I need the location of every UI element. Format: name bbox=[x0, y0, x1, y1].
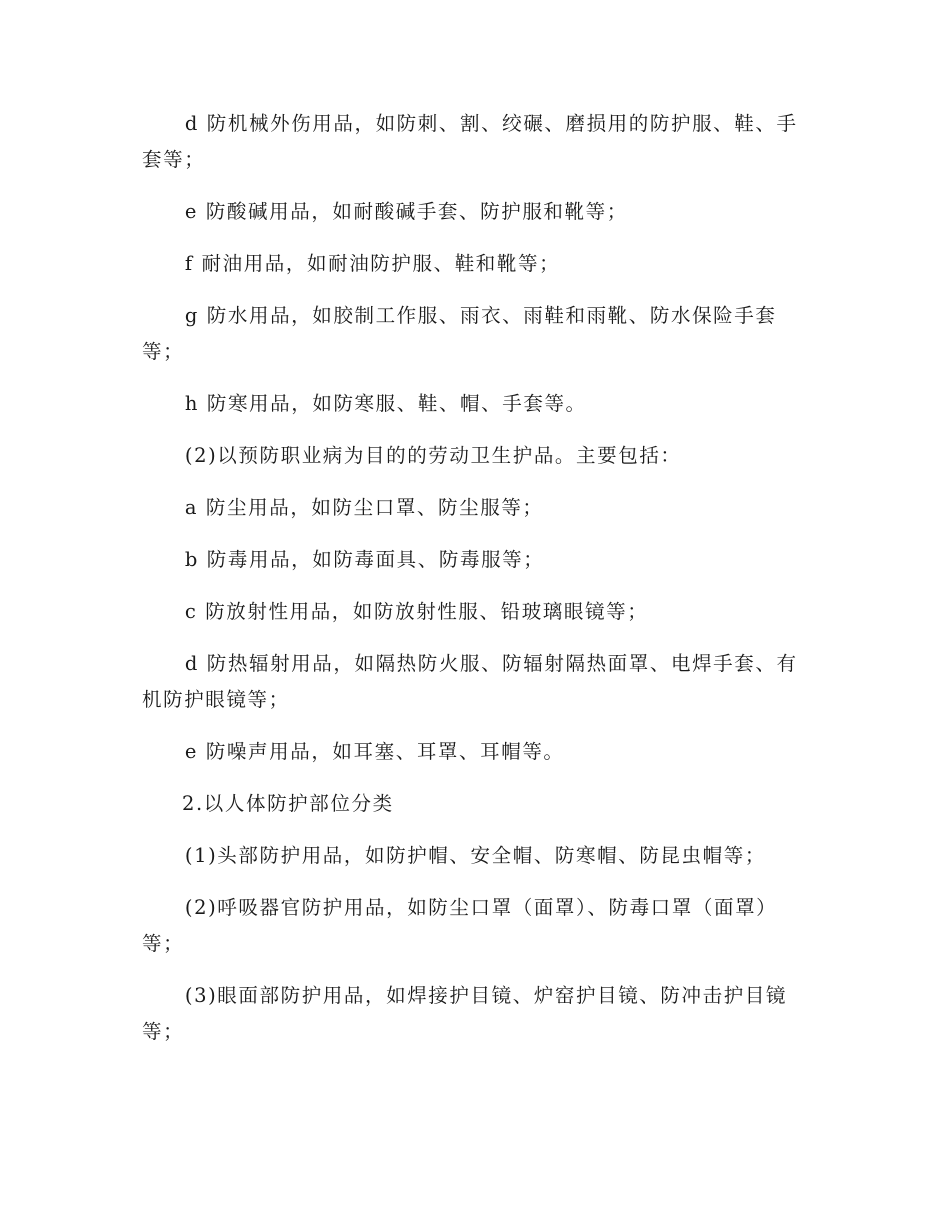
paragraph-item-g-waterproof: g 防水用品，如胶制工作服、雨衣、雨鞋和雨靴、防水保险手套等； bbox=[142, 304, 777, 363]
paragraph-item-e-acid-alkali: e 防酸碱用品，如耐酸碱手套、防护服和靴等； bbox=[184, 200, 628, 223]
document-body bbox=[142, 106, 810, 1066]
paragraph-item-2-respiratory: (2)呼吸器官防护用品，如防尘口罩（面罩）、防毒口罩（面罩）等； bbox=[142, 896, 778, 955]
paragraph-item-a-dust: a 防尘用品，如防尘口罩、防尘服等； bbox=[184, 496, 544, 519]
paragraph-item-f-oil-resistant: f 耐油用品，如耐油防护服、鞋和靴等； bbox=[184, 252, 561, 275]
paragraph-item-h-cold-protection: h 防寒用品，如防寒服、鞋、帽、手套等。 bbox=[184, 392, 587, 415]
paragraph-item-b-toxic: b 防毒用品，如防毒面具、防毒服等； bbox=[184, 548, 545, 571]
paragraph-section-occupational-disease: (2)以预防职业病为目的的劳动卫生护品。主要包括： bbox=[184, 444, 682, 467]
paragraph-item-d-heat-radiation: d 防热辐射用品，如隔热防火服、防辐射隔热面罩、电焊手套、有机防护眼镜等； bbox=[142, 652, 798, 711]
paragraph-item-3-eye-face: (3)眼面部防护用品，如焊接护目镜、炉窑护目镜、防冲击护目镜等； bbox=[142, 984, 788, 1043]
paragraph-item-1-head: (1)头部防护用品，如防护帽、安全帽、防寒帽、防昆虫帽等； bbox=[184, 844, 766, 867]
paragraph-item-e-noise: e 防噪声用品，如耳塞、耳罩、耳帽等。 bbox=[184, 740, 565, 763]
section-heading-body-part: 2.以人体防护部位分类 bbox=[181, 792, 394, 815]
paragraph-item-d-mechanical: d 防机械外伤用品，如防刺、割、绞碾、磨损用的防护服、鞋、手套等； bbox=[142, 112, 798, 171]
paragraph-item-c-radiation: c 防放射性用品，如防放射性服、铅玻璃眼镜等； bbox=[184, 600, 649, 623]
